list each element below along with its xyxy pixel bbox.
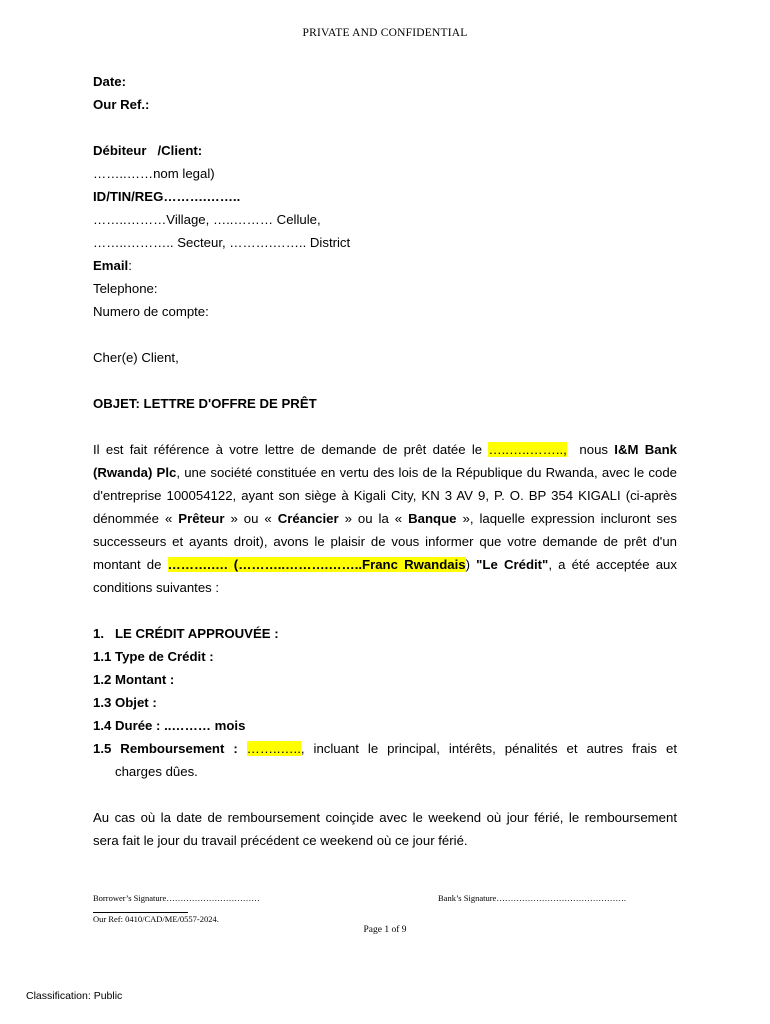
- intro-text-5: » ou la «: [338, 511, 409, 526]
- item-purpose: 1.3 Objet :: [93, 695, 157, 710]
- debtor-label: Débiteur /Client:: [93, 143, 203, 158]
- date-label: Date:: [93, 74, 126, 89]
- item-repayment-text: , incluant le principal, intérêts, pénalités et autres frais et: [300, 741, 677, 756]
- email-colon: :: [128, 258, 132, 273]
- email-field: [93, 254, 677, 277]
- section-1-heading: 1. LE CRÉDIT APPROUVÉE :: [93, 626, 279, 641]
- intro-text-4: » ou «: [224, 511, 278, 526]
- confidential-header: PRIVATE AND CONFIDENTIAL: [302, 27, 468, 39]
- item-amount: 1.2 Montant :: [93, 672, 175, 687]
- item-credit-type: 1.1 Type de Crédit :: [93, 649, 214, 664]
- account-number-field: Numero de compte:: [93, 304, 209, 319]
- request-date-blank: …..…..……..,: [488, 442, 567, 457]
- footer-divider: [93, 912, 188, 913]
- salutation: Cher(e) Client,: [93, 350, 179, 365]
- intro-paragraph: [93, 438, 677, 599]
- ref-label: Our Ref.:: [93, 97, 150, 112]
- legal-name-field: ……..……nom legal): [93, 166, 215, 181]
- intro-text-7: ): [465, 557, 477, 572]
- term-banque: Banque: [408, 511, 457, 526]
- item-duration: 1.4 Durée : ..……… mois: [93, 718, 246, 733]
- item-repayment-continuation: charges dûes.: [115, 764, 198, 779]
- page-number: Page 1 of 9: [363, 925, 407, 935]
- id-tin-reg-field: ID/TIN/REG……….……..: [93, 189, 241, 204]
- telephone-field: Telephone:: [93, 281, 158, 296]
- email-label: Email: [93, 258, 129, 273]
- sector-district-field: ……..……….. Secteur, ……….…….. District: [93, 235, 351, 250]
- village-cell-field: ……..………Village, …..……… Cellule,: [93, 212, 321, 227]
- classification-label: Classification: Public: [26, 990, 123, 1002]
- intro-text-3: , une société constituée en vertu des lois de la République du Rwanda, avec le code d'entreprise 100054122, ayant son siège à Kigali City, KN 3 AV 9, P. O. BP 354 KIGALI (ci-après dénommée «: [93, 465, 677, 526]
- item-repayment-label: 1.5 Remboursement :: [93, 741, 247, 756]
- footer-reference: Our Ref: 0410/CAD/ME/0557-2024.: [93, 914, 219, 924]
- term-le-credit: "Le Crédit": [476, 557, 549, 572]
- repayment-blank: ……..…..: [246, 741, 301, 756]
- loan-amount-blank: ……….…. (………..……….……..Franc Rwandais: [167, 557, 466, 572]
- closing-paragraph: Au cas où la date de remboursement coinçide avec le weekend où jour férié, le remboursement sera fait le jour du travail précédent ce weekend où ce jour férié.: [93, 810, 677, 848]
- intro-text-2: nous: [566, 442, 615, 457]
- intro-text-8: , a été acceptée aux conditions suivantes :: [93, 557, 677, 595]
- bank-name: I&M Bank (Rwanda) Plc: [93, 442, 677, 480]
- item-repayment: [93, 737, 677, 760]
- bank-signature: Bank’s Signature……………………………………….: [438, 893, 626, 903]
- subject-line: OBJET: LETTRE D'OFFRE DE PRÊT: [93, 396, 317, 411]
- term-creancier: Créancier: [277, 511, 339, 526]
- intro-text-1: Il est fait référence à votre lettre de demande de prêt datée le: [93, 442, 489, 457]
- letter-body: [93, 70, 677, 852]
- intro-text-6: », laquelle expression incluront ses successeurs et ayants droit), avons le plaisir de vous informer que votre demande de prêt d'un montant de: [93, 511, 678, 572]
- term-preteur: Prêteur: [178, 511, 225, 526]
- borrower-signature: Borrower’s Signature……………………………: [93, 893, 260, 903]
